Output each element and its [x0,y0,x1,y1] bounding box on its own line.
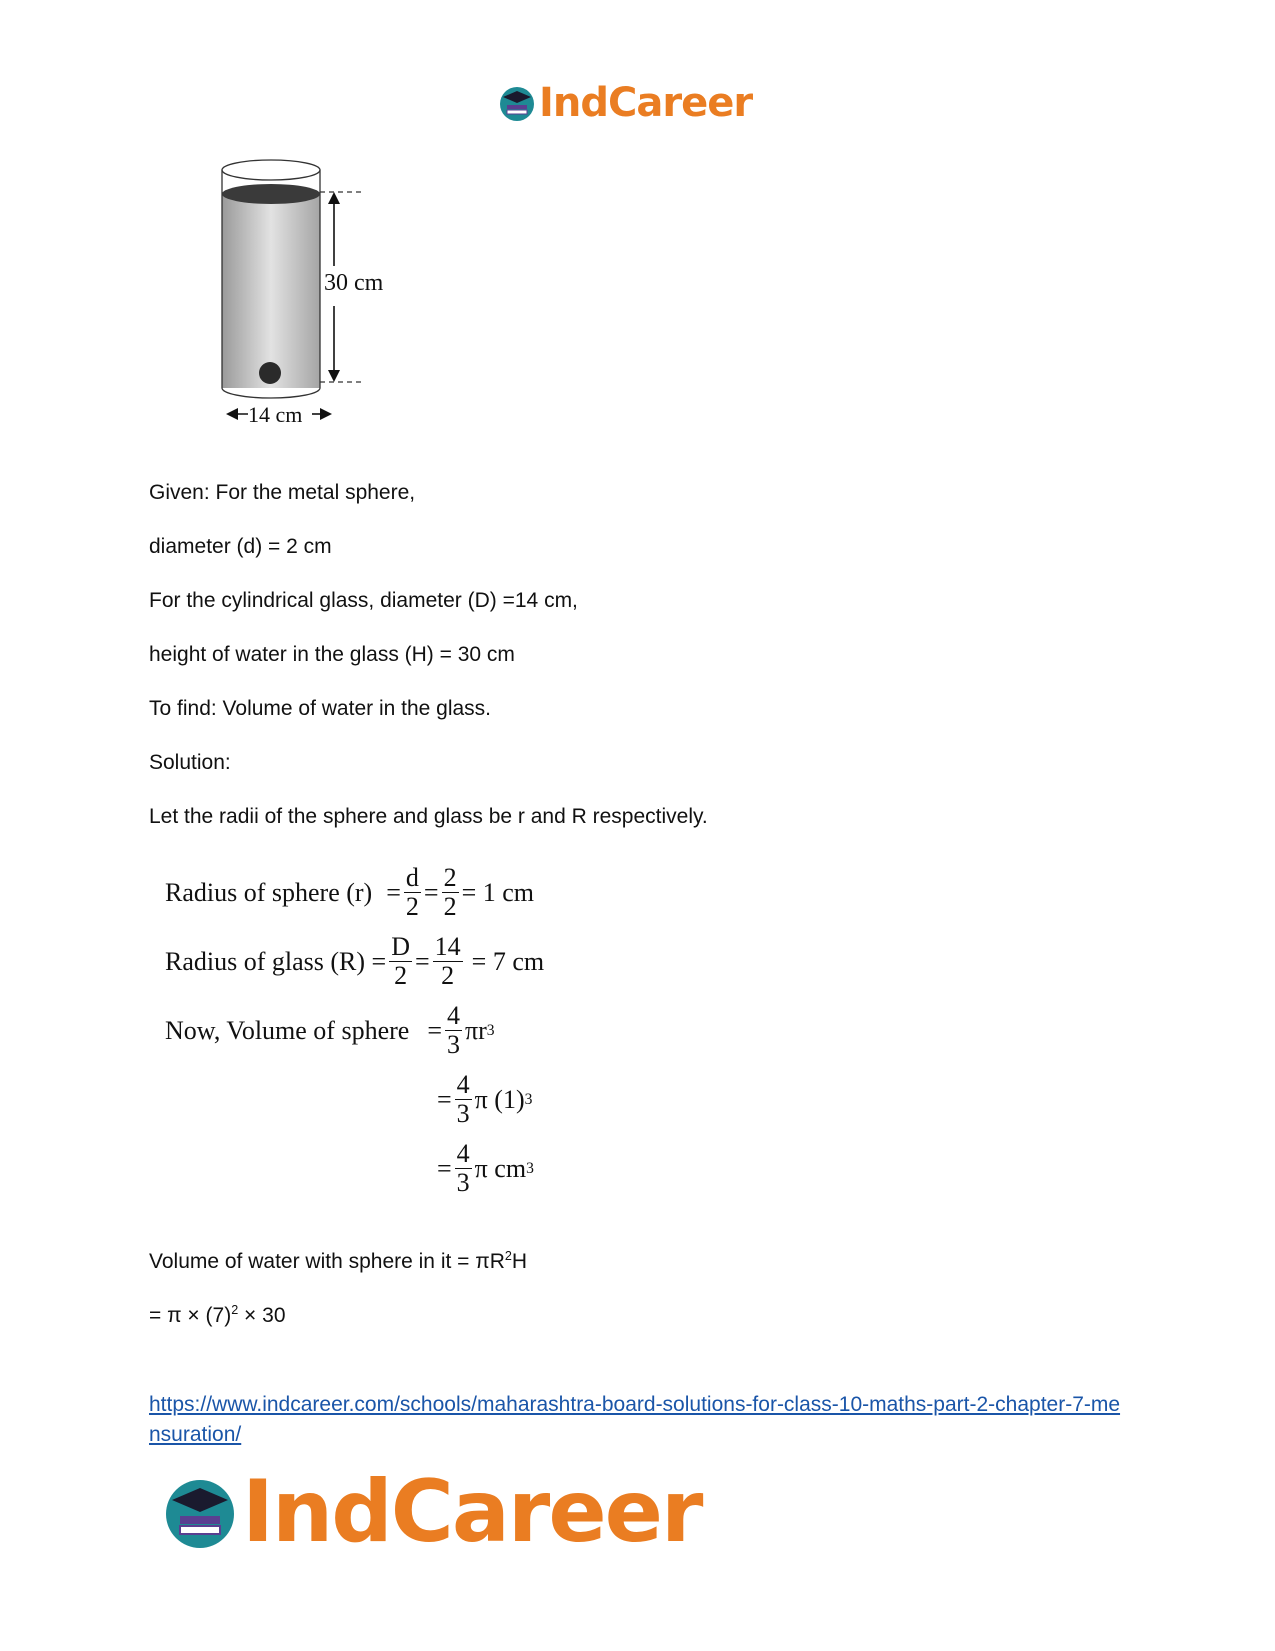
fraction: $\frac{2}{2}$ [443,863,457,921]
footer-logo [160,1462,701,1562]
pi-r-term: πr [465,1015,487,1045]
to-find-text: To find: Volume of water in the glass. [149,697,492,720]
volume-sphere-step3: = $\frac{4}{3}$ π cm 3 [437,1139,534,1197]
radius-sphere-equation: Radius of sphere (r) = $\frac{d}{2}$ = $\frac{2}{2}$ = 1 cm [165,863,534,921]
radius-sphere-label: Radius of sphere (r) [165,877,373,907]
cylinder-diagram [218,158,418,438]
solution-heading: Solution: [149,751,231,774]
fraction: $\frac{D}{2}$ [391,932,410,990]
fraction: $\frac{14}{2}$ [434,932,461,990]
diameter-text: diameter (d) = 2 cm [149,535,332,558]
volume-substitution-line: = $\pi \times (7)^2 \times 30$ [149,1303,286,1327]
height-label: 30 cm [324,270,384,296]
radius-glass-equation: Radius of glass (R) = $\frac{D}{2}$ = $\frac{14}{2}$ = 7 cm [165,932,545,990]
exponent: 3 [526,1159,534,1177]
fraction: $\frac{d}{2}$ [405,863,419,921]
pi-one-term: π (1) [474,1084,525,1114]
let-radii-text: Let the radii of the sphere and glass be r and R respectively. [149,805,708,828]
fraction: $\frac{4}{3}$ [456,1070,470,1128]
graduation-cap-icon [160,1471,240,1553]
volume-sphere-label: Now, Volume of sphere [165,1015,410,1045]
given-text: Given: For the metal sphere, [149,481,416,504]
graduation-cap-icon [497,83,537,123]
pi-cm-term: π cm [474,1153,527,1183]
logo-text: IndCareer [539,80,753,126]
source-link[interactable]: https://www.indcareer.com/schools/maharashtra-board-solutions-for-class-10-maths-part-2-chapter-7-mensuration/ [149,1393,1121,1446]
exponent: 3 [486,1021,495,1039]
glass-text: For the cylindrical glass, diameter (D) =14 cm, [149,589,578,612]
volume-sphere-step2: = $\frac{4}{3}$ π (1) 3 [437,1070,533,1128]
fraction: $\frac{4}{3}$ [456,1139,470,1197]
volume-water-line: Volume of water with sphere in it = $\pi R^2H$ [149,1249,528,1273]
width-label: 14 cm [248,402,303,427]
header-logo [497,80,752,126]
radius-glass-label: Radius of glass (R) = [165,946,387,976]
volume-sphere-equation: Now, Volume of sphere = $\frac{4}{3}$ πr 3 [165,1001,495,1059]
cylinder-figure [218,158,418,443]
radius-sphere-result: = 1 cm [461,877,534,907]
logo-text: IndCareer [242,1462,702,1562]
fraction: $\frac{4}{3}$ [447,1001,460,1059]
radius-glass-result: = 7 cm [471,946,545,976]
height-text: height of water in the glass (H) = 30 cm [149,643,515,666]
exponent: 3 [524,1090,533,1108]
